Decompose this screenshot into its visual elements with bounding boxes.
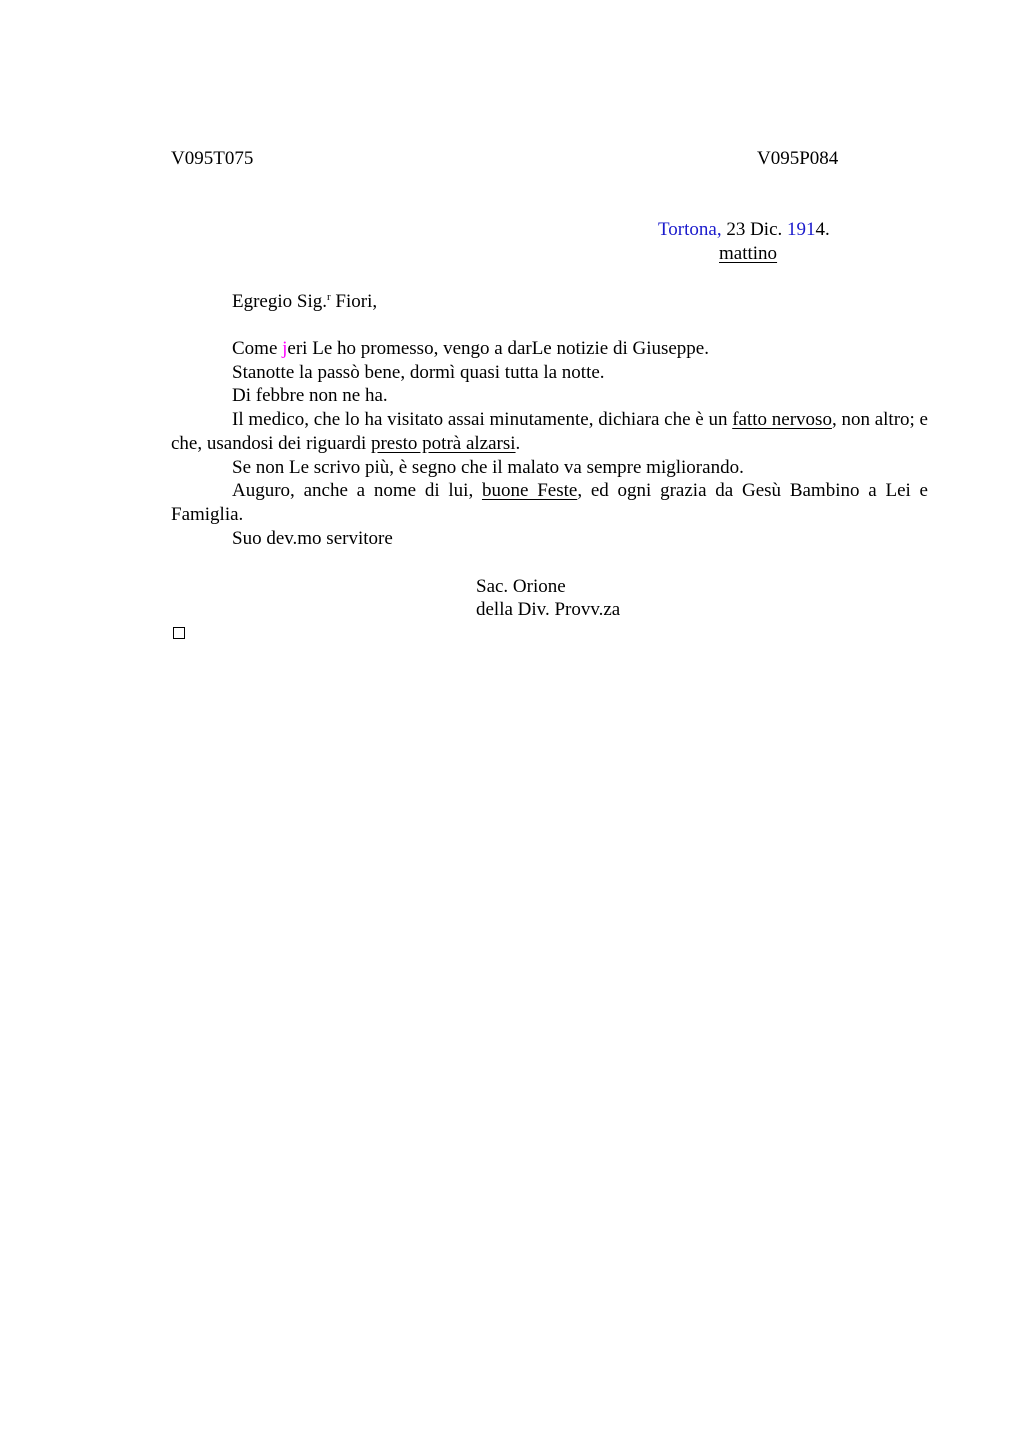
dateline-year-annotated: 191 [787,219,816,240]
dateline-time: mattino [719,243,778,264]
salutation [232,290,377,313]
checkbox-square [173,627,185,639]
body-text: , non altro; e che, usandosi dei riguardi [171,409,928,454]
body-text: eri Le ho promesso, vengo a darLe notizie di Giuseppe. [287,338,709,359]
salutation-title: Egregio Sig. [232,291,327,312]
body-text: Il medico, che lo ha visitato assai minutamente, dichiara che è un [232,409,733,430]
body-text: Auguro, anche a nome di lui, [232,480,482,501]
dateline [658,218,830,241]
body-line-3: Di febbre non ne ha. [232,385,388,406]
signature-title: della Div. Provv.za [476,599,621,620]
body-line-5: Se non Le scrivo più, è segno che il malato va sempre migliorando. [232,457,744,478]
document-code-left: V095T075 [171,148,254,169]
annotated-letter: j [282,338,288,359]
body-text: , ed ogni grazia da Gesù Bambino a Lei e Famiglia. [171,480,928,525]
underlined-phrase: presto potrà alzarsi [370,432,516,454]
underlined-phrase: fatto nervoso [732,409,832,430]
body-paragraph-doctor [171,408,928,455]
body-line-2: Stanotte la passò bene, dormì quasi tutta la notte. [232,362,605,383]
signature-name: Sac. Orione [476,576,566,597]
body-line-1 [171,337,928,361]
body-text: Come [232,338,283,359]
salutation-superscript: r [327,291,331,303]
document-code-right: V095P084 [757,148,839,169]
dateline-year-rest: 4. [815,219,830,240]
underlined-phrase: buone Feste [481,480,578,501]
closing: Suo dev.mo servitore [232,528,393,549]
body-text: . [515,432,521,454]
body-paragraph-greetings [171,479,928,526]
dateline-date: 23 Dic. [721,219,788,240]
salutation-name: Fiori, [330,291,378,312]
dateline-place: Tortona, [658,219,722,240]
